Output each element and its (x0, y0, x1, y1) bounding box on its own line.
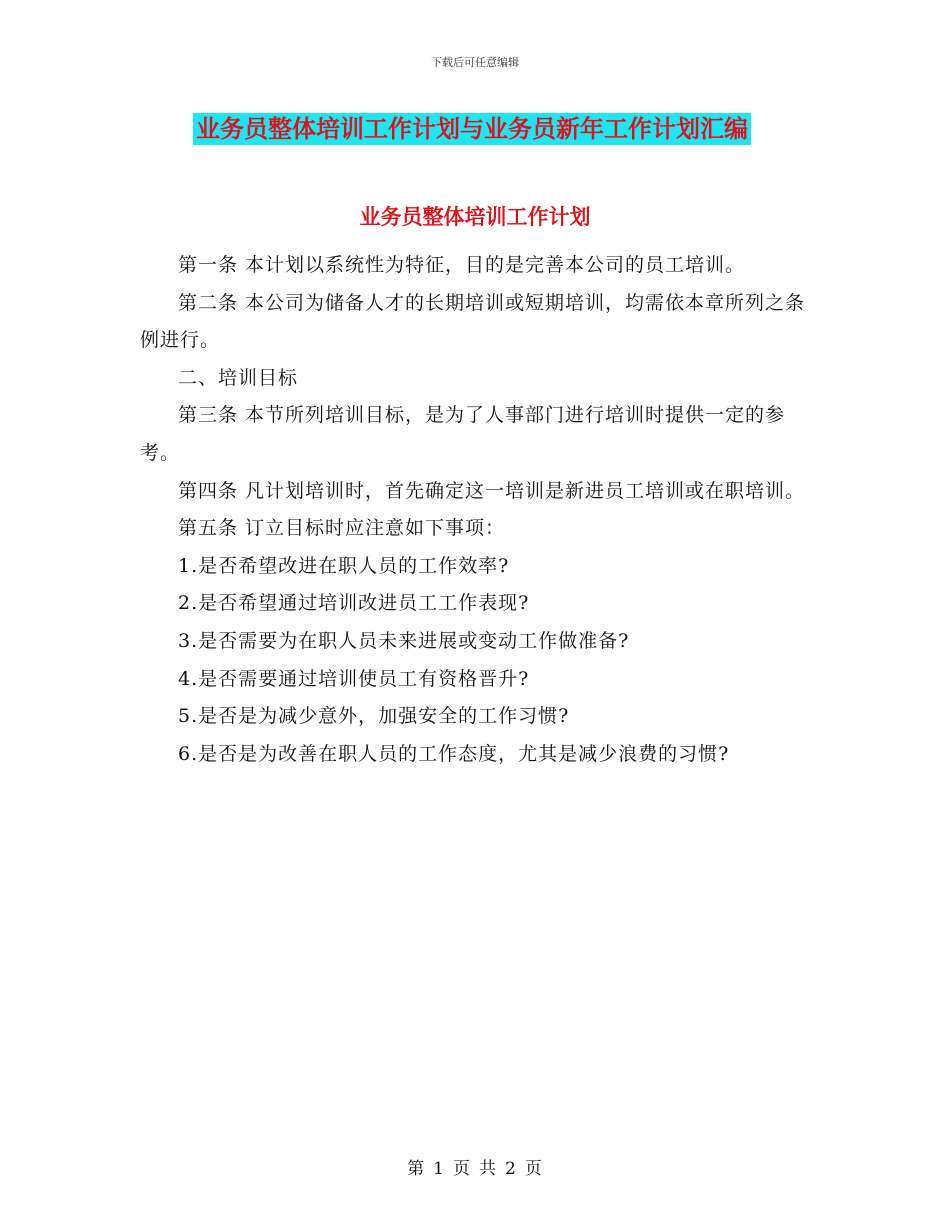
footer-page-unit: 页 (453, 1159, 471, 1179)
footer-total-label: 共 (479, 1159, 497, 1179)
page-footer (0, 1154, 950, 1179)
section-title: 业务员整体培训工作计划 (359, 205, 591, 229)
paragraph-training-goals-heading: 二、培训目标 (178, 366, 299, 389)
paragraph-article-2: 第二条 本公司为储备人才的长期培训或短期培训，均需依本章所列之条例进行。 (140, 291, 806, 352)
footer-page-label: 第 (407, 1159, 426, 1179)
paragraph-article-3: 第三条 本节所列培训目标，是为了人事部门进行培训时提供一定的参考。 (140, 404, 786, 464)
list-item: 6.是否是为改善在职人员的工作态度，尤其是减少浪费的习惯? (178, 742, 730, 765)
footer-total-pages: 2 (505, 1159, 517, 1179)
list-item: 5.是否是为减少意外，加强安全的工作习惯? (178, 705, 570, 728)
document-main-title: 业务员整体培训工作计划与业务员新年工作计划汇编 (193, 113, 751, 145)
footer-total-unit: 页 (524, 1159, 543, 1179)
header-note: 下载后可任意编辑 (431, 56, 519, 69)
footer-page-number: 1 (433, 1159, 445, 1179)
paragraph-article-4: 第四条 凡计划培训时，首先确定这一培训是新进员工培训或在职培训。 (178, 479, 806, 502)
list-item: 4.是否需要通过培训使员工有资格晋升? (178, 667, 530, 690)
document-body (140, 247, 812, 773)
list-item: 3.是否需要为在职人员未来进展或变动工作做准备? (178, 629, 630, 652)
paragraph-article-1: 第一条 本计划以系统性为特征，目的是完善本公司的员工培训。 (178, 254, 746, 276)
list-item: 1.是否希望改进在职人员的工作效率? (178, 554, 510, 577)
paragraph-article-5: 第五条 订立目标时应注意如下事项： (178, 517, 506, 540)
list-item: 2.是否希望通过培训改进员工工作表现? (178, 592, 530, 615)
